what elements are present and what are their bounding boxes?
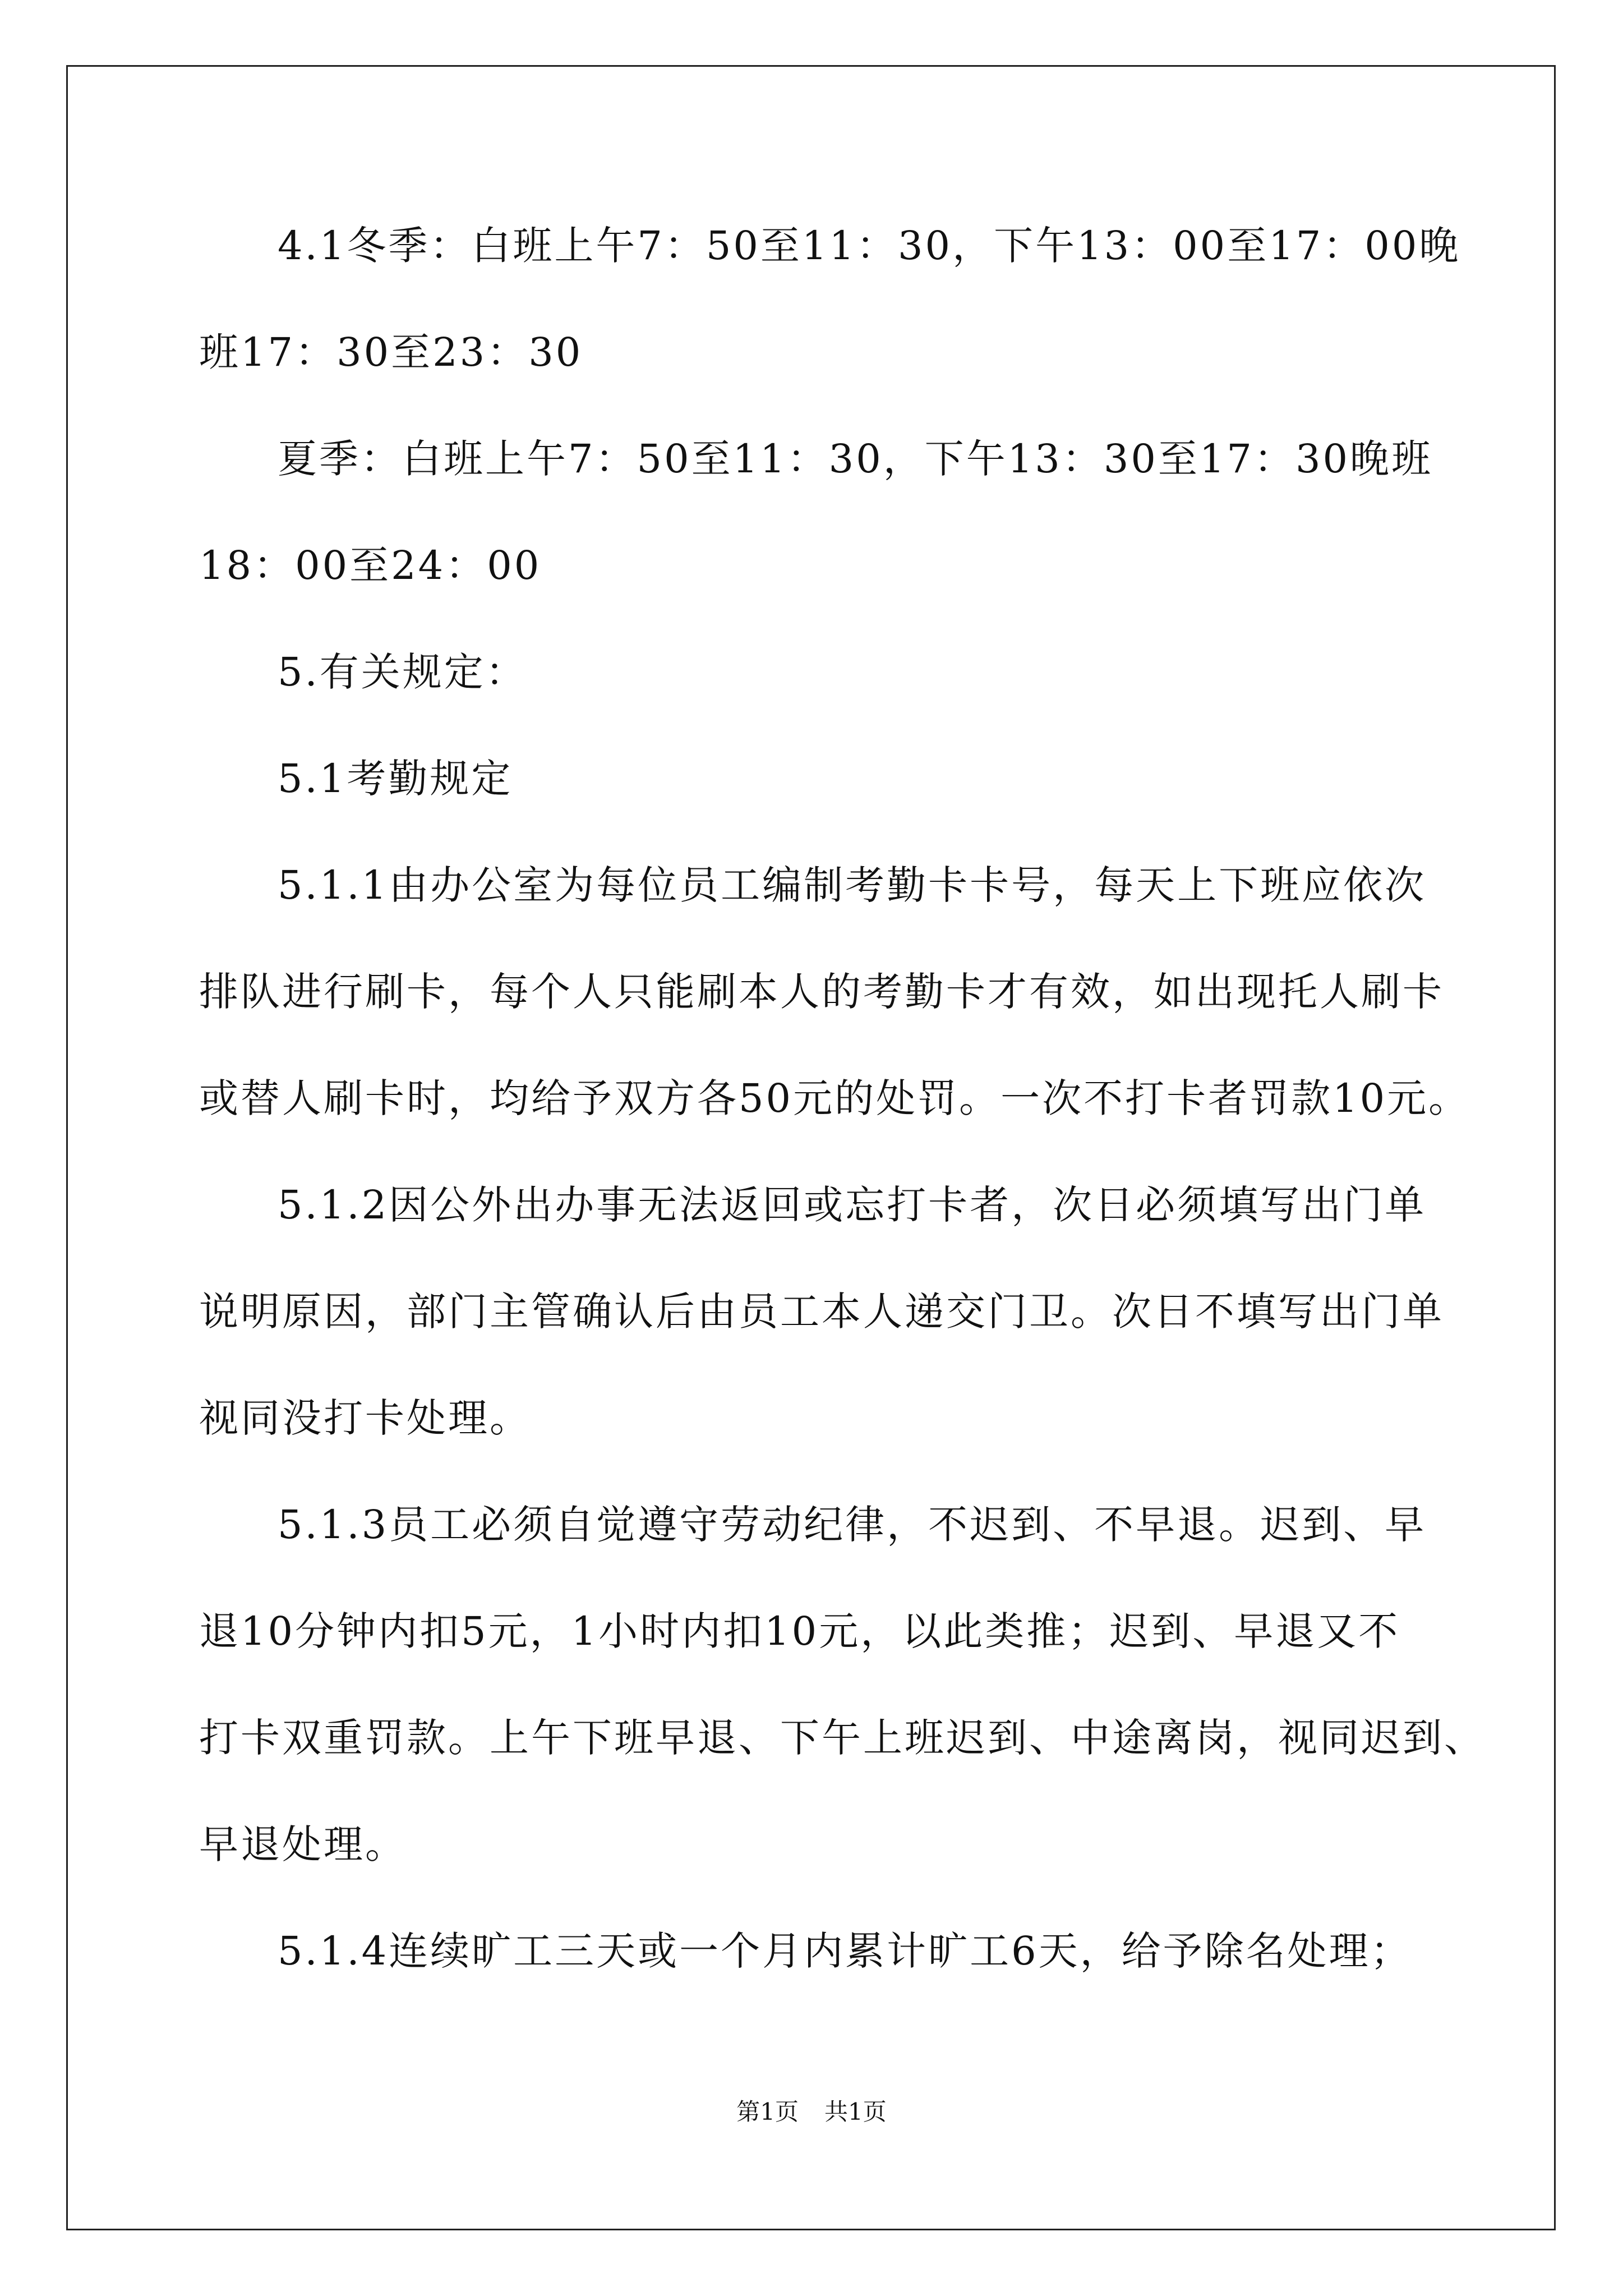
text-line: 或替人刷卡时，均给予双方各50元的处罚。一次不打卡者罚款10元。 [199,1075,1470,1121]
text-line: 排队进行刷卡，每个人只能刷本人的考勤卡才有效，如出现托人刷卡 [199,969,1444,1015]
text-line: 18：00至24：00 [199,542,542,588]
section-heading: 5.有关规定： [278,649,527,695]
page-number: 第1页 [736,2098,799,2125]
text-line: 夏季：白班上午7：50至11：30，下午13：30至17：30晚班 [278,436,1433,482]
text-line: 早退处理。 [199,1821,407,1867]
text-line: 班17：30至23：30 [199,329,583,375]
page-total: 共1页 [824,2098,887,2125]
text-line: 4.1冬季：白班上午7：50至11：30，下午13：00至17：00晚 [278,223,1461,269]
subsection-heading: 5.1考勤规定 [278,756,513,802]
text-line: 5.1.3员工必须自觉遵守劳动纪律，不迟到、不早退。迟到、早 [278,1502,1427,1548]
page-footer [0,2095,1623,2129]
text-line: 打卡双重罚款。上午下班早退、下午上班迟到、中途离岗，视同迟到、 [199,1715,1486,1761]
text-line: 5.1.4连续旷工三天或一个月内累计旷工6天，给予除名处理； [278,1928,1412,1974]
text-line: 5.1.1由办公室为每位员工编制考勤卡卡号，每天上下班应依次 [278,862,1427,908]
text-line: 视同没打卡处理。 [199,1395,531,1441]
page-border [66,65,1556,2230]
text-line: 退10分钟内扣5元，1小时内扣10元，以此类推；迟到、早退又不 [199,1608,1400,1654]
text-line: 说明原因，部门主管确认后由员工本人递交门卫。次日不填写出门单 [199,1289,1444,1335]
text-line: 5.1.2因公外出办事无法返回或忘打卡者，次日必须填写出门单 [278,1182,1427,1228]
